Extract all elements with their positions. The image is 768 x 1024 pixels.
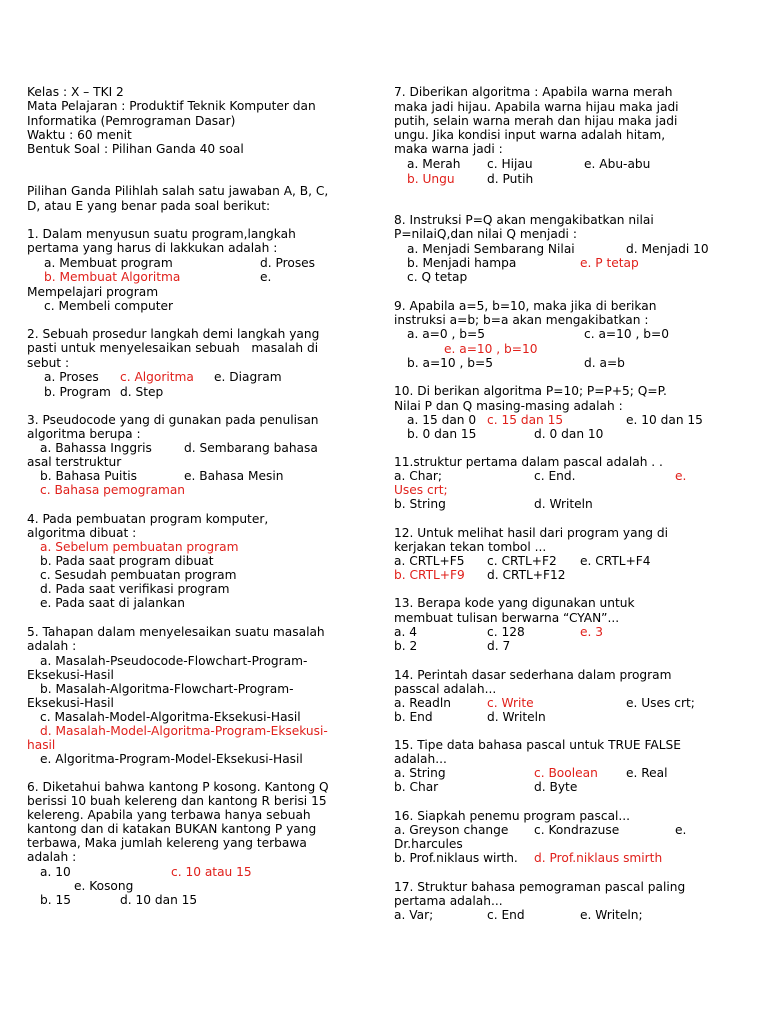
question-text: passcal adalah... <box>394 682 497 696</box>
option-answer: b. CRTL+F9 <box>394 568 465 582</box>
question-text: adalah... <box>394 752 447 766</box>
question-text: terbawa, Maka jumlah kelereng yang terbawa <box>27 836 307 850</box>
option: d. Sembarang bahasa <box>184 441 318 455</box>
question-text: pertama yang harus di lakkukan adalah : <box>27 241 278 255</box>
option: b. String <box>394 497 446 511</box>
option: b. Masalah-Algoritma-Flowchart-Program- <box>40 682 294 696</box>
option: d. 7 <box>487 639 511 653</box>
question-text: maka jadi hijau. Apabila warna hijau maka jadi <box>394 100 679 114</box>
option: c. Masalah-Model-Algoritma-Eksekusi-Hasil <box>40 710 301 724</box>
option: b. End <box>394 710 433 724</box>
option: e. 10 dan 15 <box>626 413 703 427</box>
question-text: 15. Tipe data bahasa pascal untuk TRUE FALSE <box>394 738 681 752</box>
option: a. String <box>394 766 446 780</box>
option: e. Kosong <box>74 879 134 893</box>
option: e. Bahasa Mesin <box>184 469 284 483</box>
option: a. 4 <box>394 625 417 639</box>
question-text: adalah : <box>27 850 77 864</box>
option: c. Q tetap <box>407 270 468 284</box>
option-continued: Eksekusi-Hasil <box>27 668 114 682</box>
option: e. CRTL+F4 <box>580 554 651 568</box>
option-continued: Eksekusi-Hasil <box>27 696 114 710</box>
option: c. Sesudah pembuatan program <box>40 568 237 582</box>
option: d. CRTL+F12 <box>487 568 566 582</box>
question-text: 3. Pseudocode yang di gunakan pada penulisan <box>27 413 319 427</box>
question-text: kerjakan tekan tombol ... <box>394 540 547 554</box>
option: d. Menjadi 10 <box>626 242 709 256</box>
option: a. Readln <box>394 696 451 710</box>
option-answer: c. Algoritma <box>120 370 194 384</box>
option-answer: b. Membuat Algoritma <box>44 270 181 284</box>
option: d. Step <box>120 385 164 399</box>
subject-line: Mata Pelajaran : Produktif Teknik Komputer dan <box>27 99 316 113</box>
instructions-line: D, atau E yang benar pada soal berikut: <box>27 199 271 213</box>
option: c. CRTL+F2 <box>487 554 557 568</box>
option: d. a=b <box>584 356 625 370</box>
question-text: 4. Pada pembuatan program komputer, <box>27 512 269 526</box>
option: e. Uses crt; <box>626 696 695 710</box>
option: d. Writeln <box>534 497 593 511</box>
question-type-line: Bentuk Soal : Pilihan Ganda 40 soal <box>27 142 244 156</box>
question-text: 2. Sebuah prosedur langkah demi langkah yang <box>27 327 320 341</box>
option-answer: c. Write <box>487 696 534 710</box>
question-text: pasti untuk menyelesaikan sebuah masalah di <box>27 341 319 355</box>
question-text: 5. Tahapan dalam menyelesaikan suatu masalah <box>27 625 325 639</box>
option: c. 128 <box>487 625 525 639</box>
option: d. 10 dan 15 <box>120 893 198 907</box>
option: e. Abu-abu <box>584 157 651 171</box>
question-text: 17. Struktur bahasa pemograman pascal paling <box>394 880 686 894</box>
option-continued: Mempelajari program <box>27 285 159 299</box>
option-answer: c. 15 dan 15 <box>487 413 564 427</box>
question-text: sebut : <box>27 356 70 370</box>
question-text: P=nilaiQ,dan nilai Q menjadi : <box>394 227 577 241</box>
option-answer: c. Boolean <box>534 766 598 780</box>
question-text: 9. Apabila a=5, b=10, maka jika di berikan <box>394 299 657 313</box>
option: d. Pada saat verifikasi program <box>40 582 230 596</box>
option: c. End. <box>534 469 576 483</box>
question-text: algoritma berupa : <box>27 427 141 441</box>
option: c. Membeli computer <box>44 299 173 313</box>
class-line: Kelas : X – TKI 2 <box>27 85 124 99</box>
question-text: putih, selain warna merah dan hijau maka jadi <box>394 114 678 128</box>
option: a. a=0 , b=5 <box>407 327 485 341</box>
option: b. Char <box>394 780 439 794</box>
option: b. Pada saat program dibuat <box>40 554 214 568</box>
question-text: instruksi a=b; b=a akan mengakibatkan : <box>394 313 649 327</box>
option: d. Putih <box>487 172 534 186</box>
question-text: pertama adalah... <box>394 894 503 908</box>
option-answer-continued: Uses crt; <box>394 483 448 497</box>
option: b. Prof.niklaus wirth. <box>394 851 518 865</box>
option-answer: d. Prof.niklaus smirth <box>534 851 663 865</box>
option: b. 15 <box>40 893 71 907</box>
option: d. Writeln <box>487 710 546 724</box>
option: c. Kondrazuse <box>534 823 620 837</box>
option: c. Hijau <box>487 157 533 171</box>
option: c. a=10 , b=0 <box>584 327 669 341</box>
time-line: Waktu : 60 menit <box>27 128 132 142</box>
instructions-line: Pilihan Ganda Pilihlah salah satu jawaban A, B, C, <box>27 184 329 198</box>
option: a. 10 <box>40 865 71 879</box>
option: b. 2 <box>394 639 418 653</box>
option: a. Proses <box>44 370 99 384</box>
option: b. Bahasa Puitis <box>40 469 137 483</box>
option-answer: e. a=10 , b=10 <box>444 342 538 356</box>
question-text: adalah : <box>27 639 77 653</box>
question-text: 13. Berapa kode yang digunakan untuk <box>394 596 635 610</box>
question-text: kelereng. Apabila yang terbawa hanya sebuah <box>27 808 311 822</box>
option-answer: e. 3 <box>580 625 604 639</box>
option-answer: a. Sebelum pembuatan program <box>40 540 239 554</box>
option: d. Proses <box>260 256 316 270</box>
option: d. Byte <box>534 780 578 794</box>
question-text: 16. Siapkah penemu program pascal... <box>394 809 631 823</box>
question-text: 12. Untuk melihat hasil dari program yang di <box>394 526 669 540</box>
option: a. Menjadi Sembarang Nilai <box>407 242 575 256</box>
option-continued: Dr.harcules <box>394 837 463 851</box>
question-text: 8. Instruksi P=Q akan mengakibatkan nilai <box>394 213 654 227</box>
question-text: 10. Di berikan algoritma P=10; P=P+5; Q=P. <box>394 384 667 398</box>
option: e. <box>675 823 687 837</box>
question-text: membuat tulisan berwarna “CYAN”... <box>394 611 620 625</box>
option: a. Membuat program <box>44 256 173 270</box>
option-answer-continued: hasil <box>27 738 56 752</box>
question-text: berissi 10 buah kelereng dan kantong R berisi 15 <box>27 794 327 808</box>
question-text: algoritma dibuat : <box>27 526 137 540</box>
option: e. Pada saat di jalankan <box>40 596 185 610</box>
question-text: 14. Perintah dasar sederhana dalam program <box>394 668 672 682</box>
question-text: maka warna jadi : <box>394 142 503 156</box>
option: a. 15 dan 0 <box>407 413 477 427</box>
option-answer: b. Ungu <box>407 172 455 186</box>
option: e. <box>260 270 272 284</box>
option: b. a=10 , b=5 <box>407 356 493 370</box>
question-text: Nilai P dan Q masing-masing adalah : <box>394 399 623 413</box>
option: e. Algoritma-Program-Model-Eksekusi-Hasil <box>40 752 303 766</box>
option: a. Var; <box>394 908 434 922</box>
option: c. End <box>487 908 525 922</box>
option-answer: d. Masalah-Model-Algoritma-Program-Eksekusi- <box>40 724 328 738</box>
option-continued: asal terstruktur <box>27 455 122 469</box>
option-answer: e. P tetap <box>580 256 639 270</box>
question-text: kantong dan di katakan BUKAN kantong P yang <box>27 822 317 836</box>
option: e. Diagram <box>214 370 282 384</box>
option: e. Writeln; <box>580 908 643 922</box>
option: e. Real <box>626 766 668 780</box>
option: a. Merah <box>407 157 461 171</box>
option-answer: c. 10 atau 15 <box>171 865 252 879</box>
option: a. Char; <box>394 469 443 483</box>
option-answer: c. Bahasa pemograman <box>40 483 186 497</box>
option: a. CRTL+F5 <box>394 554 465 568</box>
option: a. Bahassa Inggris <box>40 441 152 455</box>
question-text: 1. Dalam menyusun suatu program,langkah <box>27 227 296 241</box>
option: b. 0 dan 15 <box>407 427 477 441</box>
option: b. Menjadi hampa <box>407 256 517 270</box>
option-answer: e. <box>675 469 687 483</box>
question-text: 6. Diketahui bahwa kantong P kosong. Kantong Q <box>27 780 329 794</box>
question-text: 11.struktur pertama dalam pascal adalah . . <box>394 455 663 469</box>
question-text: 7. Diberikan algoritma : Apabila warna merah <box>394 85 673 99</box>
subject-line-2: Informatika (Pemrograman Dasar) <box>27 114 236 128</box>
option: a. Greyson change <box>394 823 509 837</box>
question-text: ungu. Jika kondisi input warna adalah hitam, <box>394 128 666 142</box>
option: d. 0 dan 10 <box>534 427 604 441</box>
option: a. Masalah-Pseudocode-Flowchart-Program- <box>40 654 308 668</box>
option: b. Program <box>44 385 111 399</box>
